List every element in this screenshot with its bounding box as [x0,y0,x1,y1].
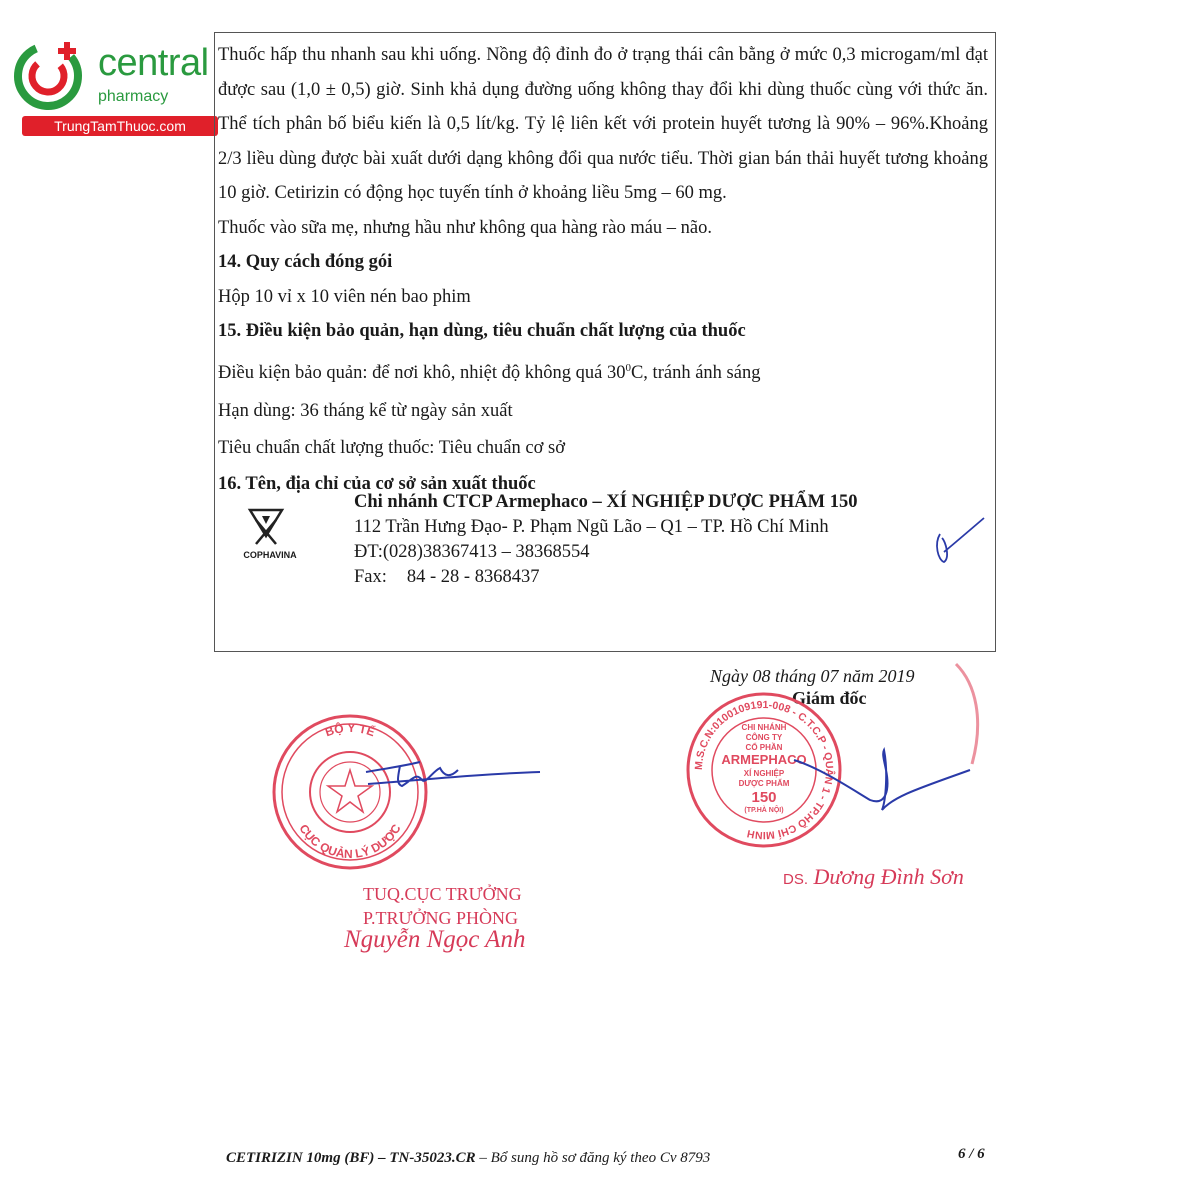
page-number: 6 / 6 [958,1146,985,1162]
fax-value: 84 - 28 - 8368437 [406,567,540,587]
svg-text:CỤC QUẢN LÝ DƯỢC [296,822,403,862]
storage-suffix: C, tránh ánh sáng [630,362,761,383]
authority-signature [360,750,560,800]
stamp-edge-mark [950,660,990,770]
stamp-l4: ARMEPHACO [721,752,807,767]
stamp-l5: XÍ NGHIỆP [743,769,785,778]
stamp-l7: 150 [751,789,777,806]
logo-subtitle: pharmacy [98,88,169,105]
stamp-l8: (TP.HÀ NỘI) [744,807,784,814]
logo-url-banner[interactable]: TrungTamThuoc.com [22,116,218,136]
sign-date: Ngày 08 tháng 07 năm 2019 [710,666,915,686]
section-15-heading: 15. Điều kiện bảo quản, hạn dùng, tiêu chuẩn chất lượng của thuốc [218,321,746,341]
company-name: Chi nhánh CTCP Armephaco – XÍ NGHIỆP DƯỢC PHẨM 150 [354,492,858,512]
footer-tail: – Bổ sung hồ sơ đăng ký theo Cv 8793 [475,1150,711,1166]
company-address: 112 Trần Hưng Đạo- P. Phạm Ngũ Lão – Q1 – TP. Hồ Chí Minh [354,517,829,537]
logo-name: central [98,42,209,84]
authority-title [363,882,522,930]
footer-code: CETIRIZIN 10mg (BF) – TN-35023.CR [226,1150,476,1166]
central-pharmacy-logo [10,36,210,136]
stamp-l2: CÔNG TY [745,733,783,742]
shelf-life: Hạn dùng: 36 tháng kể từ ngày sản xuất [218,401,513,422]
breastmilk-paragraph: Thuốc vào sữa mẹ, nhưng hầu như không qua hàng rào máu – não. [218,217,713,238]
pharmacokinetics-paragraph: Thuốc hấp thu nhanh sau khi uống. Nồng độ đỉnh đo ở trạng thái cân bằng ở mức 0,3 microgam/ml đạt được sau (1,0 ± 0,5) giờ. Sinh khả dụng đường uống không thay đổi khi dùng thuốc cùng với thức ăn. Thể tích phân bố biểu kiến là 0,5 lít/kg. Tỷ lệ liên kết với protein huyết tương là 90% – 96%.Khoảng 2/3 liều dùng được bài xuất dưới dạng không đổi qua nước tiểu. Thời gian bán thải huyết tương khoảng 10 giờ. Cetirizin có động học tuyến tính ở khoảng liều 5mg – 60 mg. [218,45,988,203]
storage-conditions [218,351,988,391]
director-prefix: DS. [783,871,809,888]
director-name: Dương Đình Sơn [813,864,964,889]
company-phone: ĐT:(028)38367413 – 38368554 [354,542,590,562]
cophavina-label: COPHAVINA [243,550,297,560]
stamp-right-ring: M.S.C.N:0100109191-008 - C.T.C.P - QUẬN 1 - TP.HỒ CHÍ MINH [692,698,836,842]
central-logo-icon [10,36,90,116]
storage-prefix: Điều kiện bảo quản: để nơi khô, nhiệt độ không quá 30 [218,362,626,383]
authority-name: Nguyễn Ngọc Anh [344,926,526,953]
authority-line-1: TUQ.CỤC TRƯỞNG [363,884,522,904]
packaging-text: Hộp 10 vỉ x 10 viên nén bao phim [218,286,471,307]
authority-line-2: P.TRƯỞNG PHÒNG [363,908,518,928]
page-footer [226,1150,710,1167]
director-title: Giám đốc [792,688,867,708]
section-14-heading: 14. Quy cách đóng gói [218,252,393,272]
stamp-left-top: BỘ Y TẾ [323,720,377,740]
stamp-l1: CHI NHÁNH [741,723,787,732]
svg-text:BỘ Y TẾ [323,720,377,739]
quality-standard: Tiêu chuẩn chất lượng thuốc: Tiêu chuẩn cơ sở [218,437,565,458]
stamp-l6: DƯỢC PHẨM [738,779,790,788]
storage-degree: 0 [625,361,631,374]
stamp-l3: CỔ PHẦN [745,743,783,752]
stamp-left-bottom: CỤC QUẢN LÝ DƯỢC [296,821,404,862]
initial-signature [926,512,996,572]
section-16-heading: 16. Tên, địa chỉ của cơ sở sản xuất thuốc [218,474,536,495]
company-fax [354,565,857,590]
document-content [218,38,988,502]
manufacturer-block [354,490,857,590]
fax-label: Fax: [354,567,387,587]
director-name-block [783,864,964,890]
